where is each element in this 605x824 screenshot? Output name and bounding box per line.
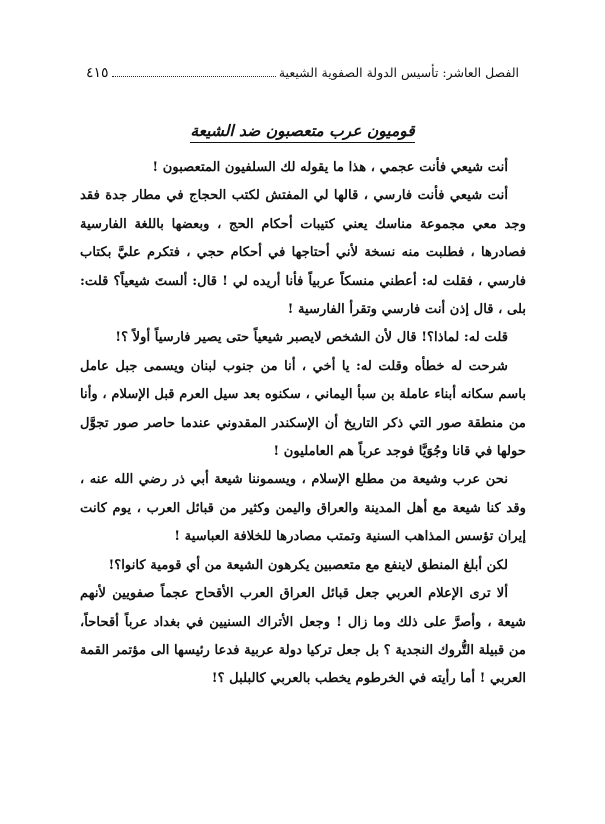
running-header xyxy=(86,64,519,82)
paragraph: أنت شيعي فأنت عجمي ، هذا ما يقوله لك السلفيون المتعصبون ! xyxy=(152,160,508,175)
paragraph: لكن أبلغ المنطق لاينفع مع متعصبين يكرهون الشيعة من أي قومية كانوا؟! xyxy=(108,557,508,573)
chapter-title: الفصل العاشر: تأسيس الدولة الصفوية الشيعية xyxy=(278,65,519,80)
leader-dots xyxy=(112,76,276,77)
paragraph: قلت له: لماذا؟! قال لأن الشخص لايصبر شيعياً حتى يصير فارسياً أولاً ؟! xyxy=(115,330,508,346)
section-heading-text: قوميون عرب متعصبون ضد الشيعة xyxy=(190,121,414,143)
body-text xyxy=(80,154,526,694)
page-number: ٤١٥ xyxy=(86,65,109,81)
paragraph: ألا ترى الإعلام العربي جعل قبائل العراق العرب الأقحاح عجماً صفويين لأنهم شيعة ، وأصرَّ على ذلك وما زال ! وجعل الأتراك السنيين في بغداد عرباً أقحاحاً، من قبيلة التُّروك النجدية ؟ بل جعل تركيا دولة عربية فدعا رئيسها الى مؤتمر القمة العربي ! أما رأيته في الخرطوم يخطب بالعربي كالبلبل ؟! xyxy=(80,586,526,687)
paragraph: شرحت له خطأه وقلت له: يا أخي ، أنا من جنوب لبنان ويسمى جبل عامل باسم سكانه أبناء عاملة بن سبأ اليماني ، سكنوه بعد سيل العرم قبل الإسلام ، وأنا من منطقة صور التي ذكر التاريخ أن الإسكندر المقدوني عندما حاصر صور تجوَّل حولها في قانا وجُوَيَّا فوجد عرباً هم العامليون ! xyxy=(80,358,526,460)
paragraph: أنت شيعي فأنت فارسي ، قالها لي المفتش لكتب الحجاج في مطار جدة فقد وجد معي مجموعة مناسك يعني كتيبات أحكام الحج ، وبعضها باللغة الفارسية فصادرها ، فطلبت منه نسخة لأني أحتاجها في أحكام حجي ، فتكرم عليَّ بكتاب فارسي ، فقلت له: أعطني منسكاً عربياً فأنا أريده لي ! قال: ألستَ شيعياً؟ قلت: بلى ، قال إذن أنت فارسي وتقرأ الفارسية ! xyxy=(80,188,526,318)
section-heading xyxy=(0,121,605,141)
paragraph: نحن عرب وشيعة من مطلع الإسلام ، ويسموننا شيعة أبي ذر رضي الله عنه ، وقد كنا شيعة مع أهل المدينة والعراق واليمن وكثير من قبائل العرب ، يوم كانت إيران تؤسس المذاهب السنية وتمتب مصادرها للخلافة العباسية ! xyxy=(80,472,526,545)
